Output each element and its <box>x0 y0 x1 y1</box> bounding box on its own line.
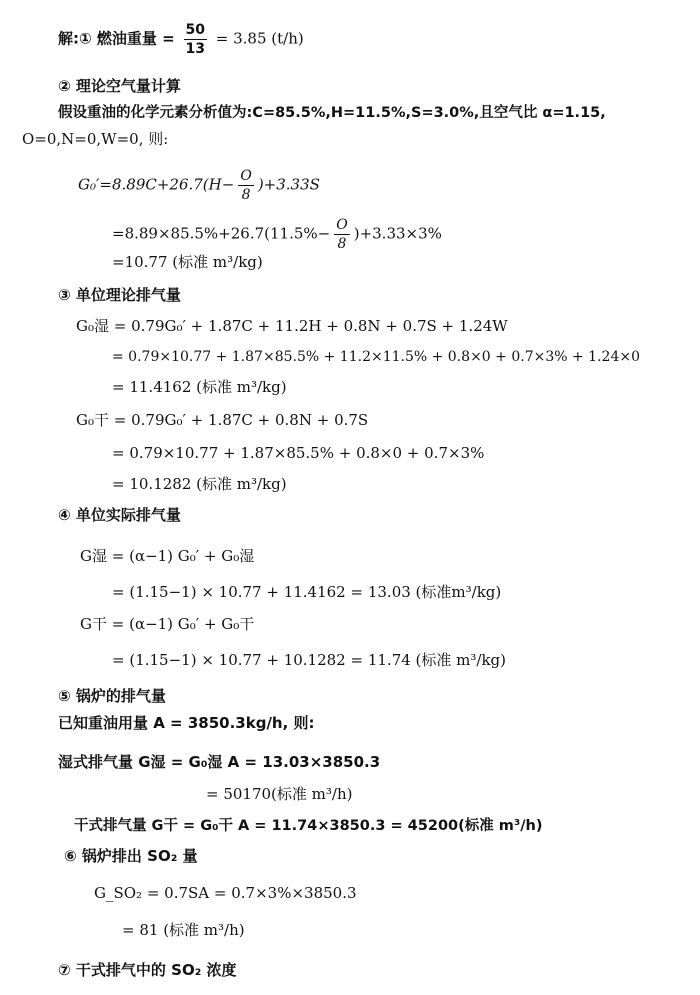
g0-substitution <box>112 217 442 252</box>
g0-dry-substitution: = 0.79×10.77 + 1.87×85.5% + 0.8×0 + 0.7×3% <box>112 444 485 462</box>
section-6-heading: ⑥ 锅炉排出 SO₂ 量 <box>64 847 198 865</box>
wet-exhaust-line: 湿式排气量 G湿 = G₀湿 A = 13.03×3850.3 <box>58 753 381 771</box>
o-over-8-fraction <box>238 168 253 203</box>
g0-result: =10.77 (标准 m³/kg) <box>112 253 263 271</box>
fuel-weight-line <box>58 22 304 57</box>
fraction-numerator: 50 <box>185 22 205 38</box>
section-2-heading: ② 理论空气量计算 <box>58 77 181 95</box>
g0-substitution-left: =8.89×85.5%+26.7(11.5%− <box>112 224 331 243</box>
section-5-heading: ⑤ 锅炉的排气量 <box>58 687 166 705</box>
g-dry-formula: G干 = (α−1) G₀′ + G₀干 <box>80 615 255 633</box>
g0-wet-result: = 11.4162 (标准 m³/kg) <box>112 378 287 396</box>
wet-exhaust-result: = 50170(标准 m³/h) <box>206 785 353 803</box>
fraction-denominator: 13 <box>185 41 205 57</box>
so2-formula: G_SO₂ = 0.7SA = 0.7×3%×3850.3 <box>94 884 357 902</box>
g-dry-substitution: = (1.15−1) × 10.77 + 10.1282 = 11.74 (标准 m³/kg) <box>112 651 506 669</box>
g0-dry-formula: G₀干 = 0.79G₀′ + 1.87C + 0.8N + 0.7S <box>76 411 369 429</box>
fuel-weight-fraction <box>184 22 207 57</box>
fraction-numerator: O <box>240 168 252 184</box>
g0-formula <box>78 168 320 203</box>
section-7-heading: ⑦ 干式排气中的 SO₂ 浓度 <box>58 961 237 979</box>
g0-wet-formula: G₀湿 = 0.79G₀′ + 1.87C + 11.2H + 0.8N + 0.7S + 1.24W <box>76 317 508 335</box>
fraction-denominator: 8 <box>337 236 347 252</box>
g0-wet-substitution: = 0.79×10.77 + 1.87×85.5% + 11.2×11.5% + 0.8×0 + 0.7×3% + 1.24×0 <box>112 349 640 365</box>
fraction-bar <box>334 234 349 235</box>
g0-formula-right: )+3.33S <box>257 175 320 194</box>
g0-substitution-right: )+3.33×3% <box>353 224 442 243</box>
assumption-line-1: 假设重油的化学元素分析值为:C=85.5%,H=11.5%,S=3.0%,且空气比 α=1.15, <box>58 105 606 121</box>
fraction-denominator: 8 <box>241 187 251 203</box>
g0-formula-left: G₀′=8.89C+26.7(H− <box>78 175 235 194</box>
g-wet-formula: G湿 = (α−1) G₀′ + G₀湿 <box>80 547 255 565</box>
g0-dry-result: = 10.1282 (标准 m³/kg) <box>112 475 287 493</box>
fraction-bar <box>184 39 207 40</box>
dry-exhaust-line: 干式排气量 G干 = G₀干 A = 11.74×3850.3 = 45200(标准 m³/h) <box>74 818 543 834</box>
fuel-weight-result: = 3.85 (t/h) <box>215 29 304 48</box>
fraction-bar <box>238 185 253 186</box>
section-3-heading: ③ 单位理论排气量 <box>58 286 181 304</box>
o-over-8-fraction <box>334 217 349 252</box>
fuel-weight-label: 解:① 燃油重量 = <box>58 29 175 48</box>
section-4-heading: ④ 单位实际排气量 <box>58 506 181 524</box>
assumption-line-2: O=0,N=0,W=0, 则: <box>22 130 169 148</box>
so2-result: = 81 (标准 m³/h) <box>122 921 245 939</box>
g-wet-substitution: = (1.15−1) × 10.77 + 11.4162 = 13.03 (标准m³/kg) <box>112 583 502 601</box>
fraction-numerator: O <box>336 217 348 233</box>
known-fuel-usage: 已知重油用量 A = 3850.3kg/h, 则: <box>58 714 315 732</box>
